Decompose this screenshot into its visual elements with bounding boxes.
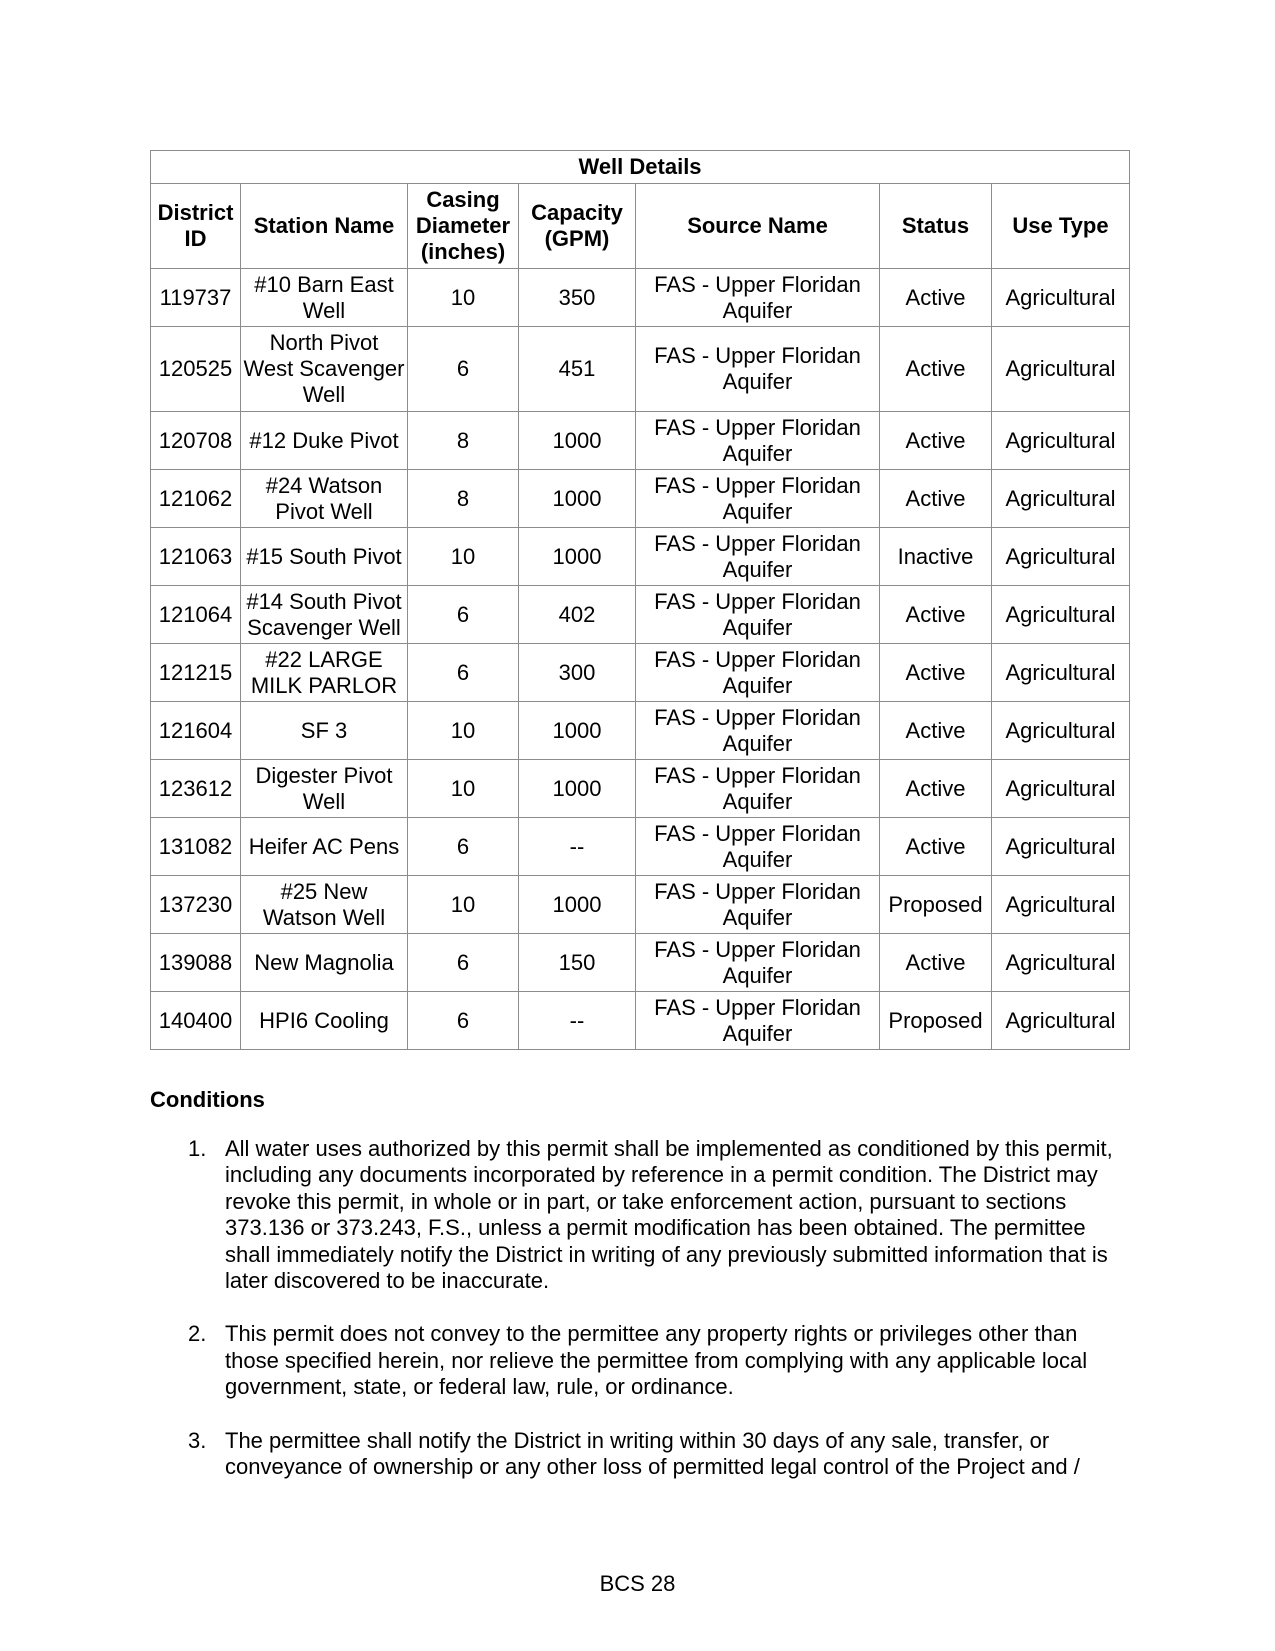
condition-item (150, 1321, 1135, 1400)
table-cell: FAS - Upper Floridan Aquifer (636, 644, 880, 702)
table-cell: Agricultural (992, 644, 1130, 702)
table-cell: Agricultural (992, 934, 1130, 992)
table-cell: Active (880, 412, 992, 470)
table-cell: 120525 (151, 327, 241, 412)
table-cell: Proposed (880, 992, 992, 1050)
table-cell: New Magnolia (241, 934, 408, 992)
table-cell: 120708 (151, 412, 241, 470)
page-footer: BCS 28 (599, 1571, 676, 1596)
table-cell: Agricultural (992, 269, 1130, 327)
table-cell: 140400 (151, 992, 241, 1050)
table-cell: Active (880, 327, 992, 412)
table-cell: 150 (519, 934, 636, 992)
column-header: Casing Diameter (inches) (408, 184, 519, 269)
table-cell: Proposed (880, 876, 992, 934)
table-cell: Heifer AC Pens (241, 818, 408, 876)
table-cell: Active (880, 470, 992, 528)
table-cell: 10 (408, 760, 519, 818)
table-cell: 6 (408, 644, 519, 702)
table-cell: #15 South Pivot (241, 528, 408, 586)
table-row (151, 818, 1130, 876)
table-row (151, 528, 1130, 586)
table-cell: FAS - Upper Floridan Aquifer (636, 934, 880, 992)
table-cell: 121604 (151, 702, 241, 760)
conditions-heading: Conditions (150, 1087, 265, 1112)
table-cell: FAS - Upper Floridan Aquifer (636, 470, 880, 528)
column-header: Capacity (GPM) (519, 184, 636, 269)
table-cell: 1000 (519, 412, 636, 470)
table-cell: 6 (408, 818, 519, 876)
table-row (151, 702, 1130, 760)
table-cell: Digester Pivot Well (241, 760, 408, 818)
table-cell: -- (519, 992, 636, 1050)
table-cell: Agricultural (992, 702, 1130, 760)
table-cell: 121063 (151, 528, 241, 586)
table-cell: 1000 (519, 528, 636, 586)
column-header: Status (880, 184, 992, 269)
condition-text: This permit does not convey to the permittee any property rights or privileges other than those specified herein, nor relieve the permittee from complying with any applicable local government, state, or federal law, rule, or ordinance. (225, 1321, 1088, 1400)
table-cell: FAS - Upper Floridan Aquifer (636, 818, 880, 876)
table-cell: Agricultural (992, 760, 1130, 818)
table-cell: FAS - Upper Floridan Aquifer (636, 876, 880, 934)
condition-item (150, 1136, 1135, 1294)
table-cell: Active (880, 760, 992, 818)
table-cell: -- (519, 818, 636, 876)
table-cell: 121064 (151, 586, 241, 644)
table-cell: Agricultural (992, 528, 1130, 586)
table-cell: #24 Watson Pivot Well (241, 470, 408, 528)
table-cell: 8 (408, 470, 519, 528)
table-cell: Active (880, 644, 992, 702)
table-cell: 451 (519, 327, 636, 412)
condition-item (150, 1428, 1135, 1481)
table-cell: Agricultural (992, 818, 1130, 876)
table-cell: HPI6 Cooling (241, 992, 408, 1050)
table-cell: 139088 (151, 934, 241, 992)
table-cell: #14 South Pivot Scavenger Well (241, 586, 408, 644)
table-cell: Agricultural (992, 470, 1130, 528)
table-row (151, 992, 1130, 1050)
well-details-table (150, 150, 1130, 1050)
table-cell: 10 (408, 528, 519, 586)
table-cell: 119737 (151, 269, 241, 327)
table-cell: FAS - Upper Floridan Aquifer (636, 992, 880, 1050)
condition-number: 2. (188, 1321, 207, 1347)
table-row (151, 586, 1130, 644)
table-cell: 10 (408, 269, 519, 327)
table-cell: FAS - Upper Floridan Aquifer (636, 528, 880, 586)
table-cell: Active (880, 702, 992, 760)
table-cell: 123612 (151, 760, 241, 818)
column-header: District ID (151, 184, 241, 269)
table-header-row (151, 184, 1130, 269)
condition-text: All water uses authorized by this permit shall be implemented as conditioned by this permit, including any documents incorporated by reference in a permit condition. The District may revoke this permit, in whole or in part, or take enforcement action, pursuant to sections 373.136 or 373.243, F.S., unless a permit modification has been obtained. The permittee shall immediately notify the District in writing of any previously submitted information that is later discovered to be inaccurate. (225, 1136, 1113, 1294)
table-cell: Agricultural (992, 586, 1130, 644)
table-cell: 300 (519, 644, 636, 702)
table-row (151, 876, 1130, 934)
condition-text: The permittee shall notify the District in writing within 30 days of any sale, transfer, or conveyance of ownership or any other loss of permitted legal control of the Project and / (225, 1427, 1080, 1480)
table-row (151, 470, 1130, 528)
column-header: Station Name (241, 184, 408, 269)
table-cell: Inactive (880, 528, 992, 586)
table-cell: Active (880, 818, 992, 876)
table-cell: FAS - Upper Floridan Aquifer (636, 586, 880, 644)
table-cell: Agricultural (992, 992, 1130, 1050)
table-cell: 131082 (151, 818, 241, 876)
table-cell: 121215 (151, 644, 241, 702)
table-cell: Active (880, 586, 992, 644)
table-cell: FAS - Upper Floridan Aquifer (636, 269, 880, 327)
conditions-list (150, 1136, 1135, 1507)
table-cell: 121062 (151, 470, 241, 528)
table-cell: 1000 (519, 702, 636, 760)
table-cell: Agricultural (992, 412, 1130, 470)
table-cell: 350 (519, 269, 636, 327)
table-cell: Agricultural (992, 876, 1130, 934)
table-row (151, 760, 1130, 818)
table-cell: 10 (408, 876, 519, 934)
table-cell: 6 (408, 586, 519, 644)
table-cell: Active (880, 934, 992, 992)
table-cell: 1000 (519, 470, 636, 528)
column-header: Use Type (992, 184, 1130, 269)
table-cell: 402 (519, 586, 636, 644)
table-row (151, 644, 1130, 702)
table-cell: 6 (408, 327, 519, 412)
table-cell: FAS - Upper Floridan Aquifer (636, 327, 880, 412)
table-cell: #25 New Watson Well (241, 876, 408, 934)
table-row (151, 412, 1130, 470)
table-row (151, 269, 1130, 327)
column-header: Source Name (636, 184, 880, 269)
table-cell: 10 (408, 702, 519, 760)
table-cell: SF 3 (241, 702, 408, 760)
table-cell: 137230 (151, 876, 241, 934)
table-cell: Active (880, 269, 992, 327)
table-cell: FAS - Upper Floridan Aquifer (636, 412, 880, 470)
table-cell: FAS - Upper Floridan Aquifer (636, 702, 880, 760)
table-title: Well Details (151, 151, 1130, 184)
table-cell: FAS - Upper Floridan Aquifer (636, 760, 880, 818)
table-cell: Agricultural (992, 327, 1130, 412)
table-row (151, 934, 1130, 992)
table-cell: #12 Duke Pivot (241, 412, 408, 470)
table-cell: 1000 (519, 876, 636, 934)
condition-number: 1. (188, 1136, 207, 1161)
table-cell: North Pivot West Scavenger Well (241, 327, 408, 412)
table-cell: #10 Barn East Well (241, 269, 408, 327)
table-cell: 6 (408, 992, 519, 1050)
table-cell: 1000 (519, 760, 636, 818)
condition-number: 3. (188, 1427, 207, 1453)
table-row (151, 327, 1130, 412)
table-cell: 8 (408, 412, 519, 470)
table-body (151, 269, 1130, 1050)
table-cell: #22 LARGE MILK PARLOR (241, 644, 408, 702)
table-cell: 6 (408, 934, 519, 992)
